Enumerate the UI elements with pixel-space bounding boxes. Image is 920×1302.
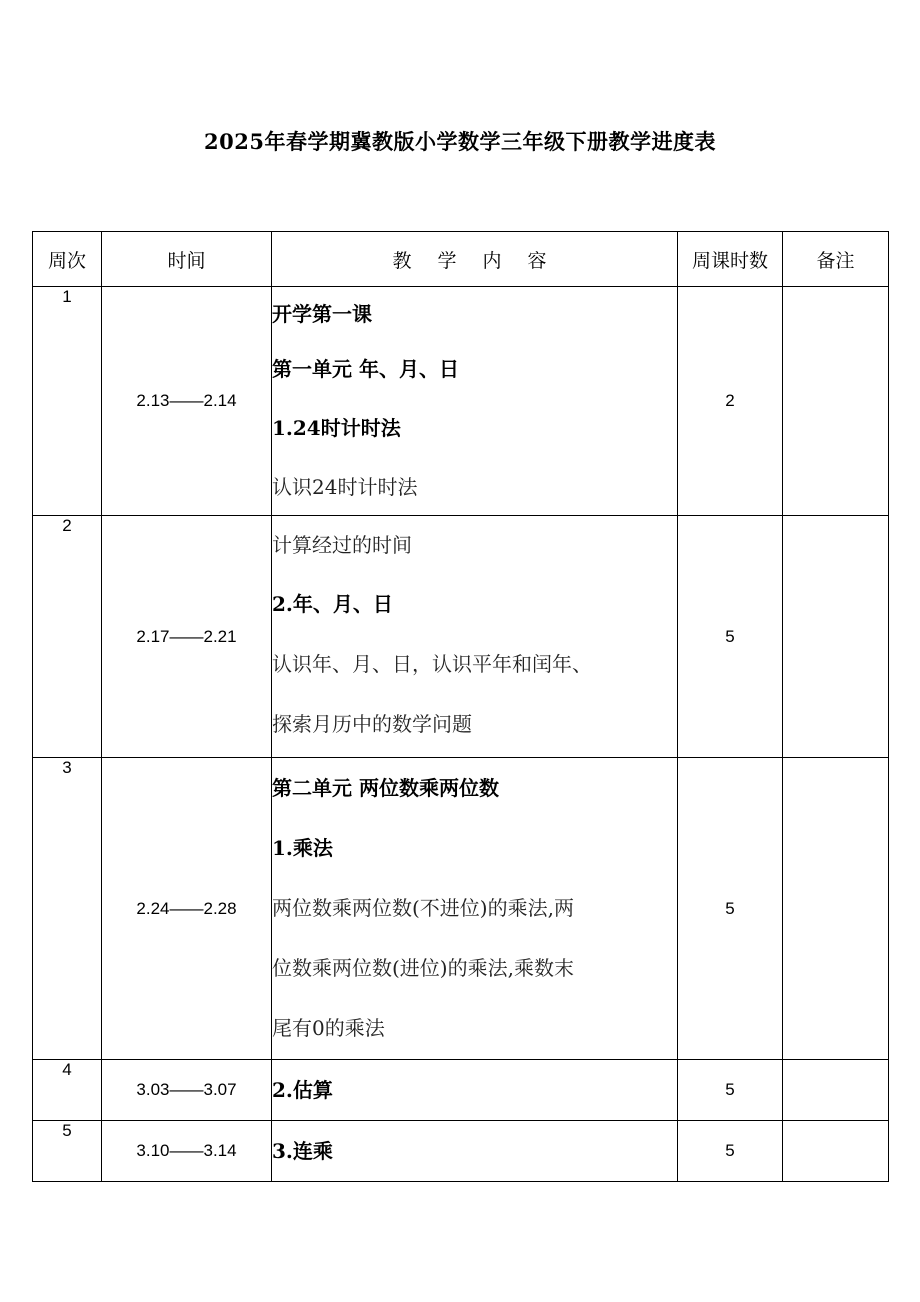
- hours-cell: 5: [678, 758, 783, 1060]
- content-line: 认识年、月、日，认识平年和闰年、: [272, 652, 592, 676]
- content-line: 1.乘法: [272, 836, 333, 860]
- table-row: [33, 516, 889, 758]
- notes-cell: [783, 516, 889, 758]
- table-row: [33, 1121, 889, 1182]
- content-line: 开学第一课: [272, 302, 372, 326]
- header-row: [33, 232, 889, 287]
- table-row: [33, 1060, 889, 1121]
- content-line: 3.连乘: [272, 1139, 333, 1163]
- header-hours: 周课时数: [678, 232, 783, 287]
- hours-cell: 5: [678, 1121, 783, 1182]
- content-line: 2.年、月、日: [272, 592, 393, 616]
- week-cell: 4: [33, 1060, 102, 1121]
- content-line: 1.24时计时法: [272, 416, 401, 440]
- notes-cell: [783, 1060, 889, 1121]
- content-line: 计算经过的时间: [272, 533, 412, 557]
- content-line: 探索月历中的数学问题: [272, 712, 472, 736]
- date-cell: 2.17——2.21: [102, 516, 272, 758]
- date-cell: 2.24——2.28: [102, 758, 272, 1060]
- week-cell: 2: [33, 516, 102, 758]
- date-cell: 3.10——3.14: [102, 1121, 272, 1182]
- schedule-table: [32, 231, 889, 1182]
- notes-cell: [783, 1121, 889, 1182]
- notes-cell: [783, 758, 889, 1060]
- content-cell: [272, 287, 678, 516]
- header-time: 时间: [102, 232, 272, 287]
- header-week: 周次: [33, 232, 102, 287]
- week-cell: 1: [33, 287, 102, 516]
- table-row: [33, 758, 889, 1060]
- content-line: 第一单元 年、月、日: [272, 357, 459, 381]
- content-line: 位数乘两位数(进位)的乘法,乘数末: [272, 956, 574, 980]
- content-cell: [272, 758, 678, 1060]
- hours-cell: 5: [678, 516, 783, 758]
- content-cell: [272, 1060, 678, 1121]
- week-cell: 5: [33, 1121, 102, 1182]
- hours-cell: 5: [678, 1060, 783, 1121]
- week-cell: 3: [33, 758, 102, 1060]
- table-row: [33, 287, 889, 516]
- header-content: 教 学 内 容: [272, 232, 678, 287]
- content-line: 认识24时计时法: [272, 475, 418, 499]
- content-line: 尾有0的乘法: [272, 1016, 385, 1040]
- content-line: 2.估算: [272, 1078, 333, 1102]
- header-notes: 备注: [783, 232, 889, 287]
- date-cell: 2.13——2.14: [102, 287, 272, 516]
- hours-cell: 2: [678, 287, 783, 516]
- page-title: 2025年春学期冀教版小学数学三年级下册教学进度表: [204, 129, 716, 154]
- content-cell: [272, 516, 678, 758]
- schedule-body: [33, 287, 889, 1182]
- content-cell: [272, 1121, 678, 1182]
- content-line: 第二单元 两位数乘两位数: [272, 776, 499, 800]
- date-cell: 3.03——3.07: [102, 1060, 272, 1121]
- content-line: 两位数乘两位数(不进位)的乘法,两: [272, 896, 574, 920]
- notes-cell: [783, 287, 889, 516]
